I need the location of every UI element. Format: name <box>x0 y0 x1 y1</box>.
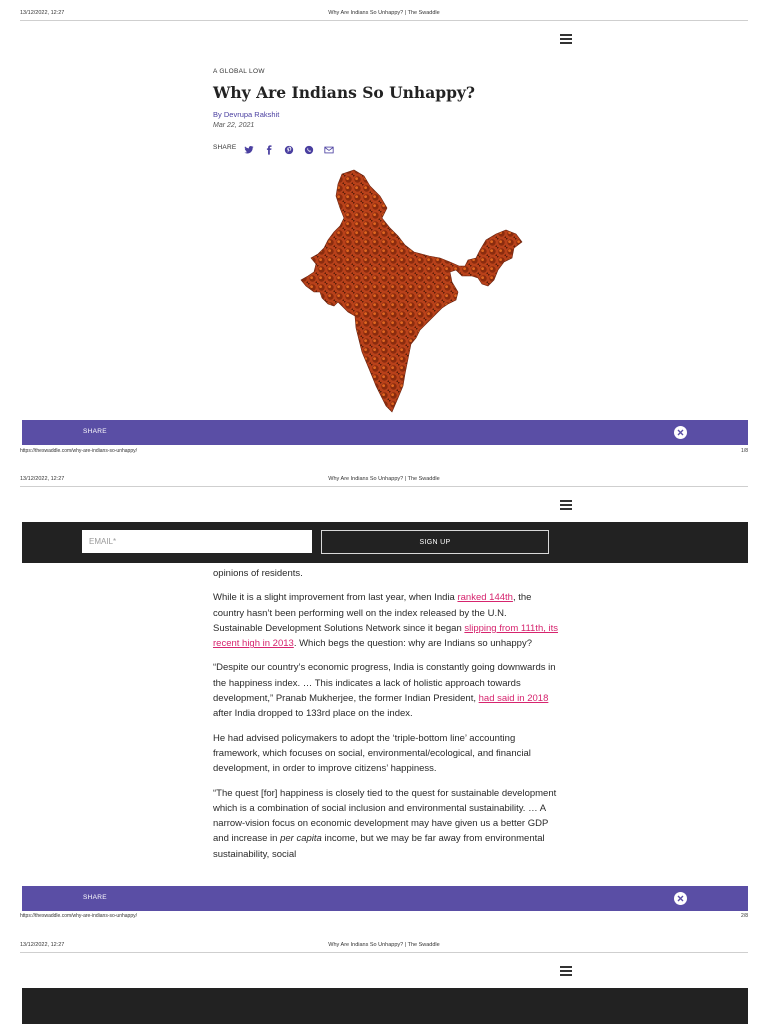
print-doc-title: Why Are Indians So Unhappy? | The Swaddle <box>328 476 440 482</box>
paragraph: opinions of residents. <box>213 568 303 579</box>
print-footer <box>0 913 768 923</box>
hero-map-image <box>290 166 530 418</box>
header-rule <box>20 952 748 953</box>
publish-date: Mar 22, 2021 <box>213 122 255 129</box>
twitter-icon[interactable] <box>244 142 254 152</box>
menu-icon[interactable] <box>560 966 572 976</box>
author-link[interactable]: Devrupa Rakshit <box>223 110 280 119</box>
link-ranked-144th[interactable]: ranked 144th <box>457 592 513 604</box>
menu-icon[interactable] <box>560 34 572 44</box>
menu-icon[interactable] <box>560 500 572 510</box>
email-icon[interactable] <box>324 142 334 152</box>
share-bar-label[interactable]: SHARE <box>83 894 107 901</box>
article-kicker: A GLOBAL LOW <box>213 68 265 75</box>
link-had-said-in-2018[interactable]: had said in 2018 <box>478 693 549 705</box>
signup-button[interactable]: SIGN UP <box>321 530 549 554</box>
share-bar <box>22 420 748 445</box>
header-rule <box>20 486 748 487</box>
print-datetime: 13/12/2022, 12:27 <box>20 10 65 16</box>
pinterest-icon[interactable] <box>284 142 294 152</box>
facebook-icon[interactable] <box>264 142 274 152</box>
page-number: 1/8 <box>741 448 748 454</box>
whatsapp-icon[interactable] <box>304 142 314 152</box>
paragraph: While it is a slight improvement from last year, when India ranked 144th, the country hasn’t been performing well on the index released by the U.N. Sustainable Development Solutions Network since it began slipping from 111th, its recent high in 2013. Which begs the question: why are Indians so unhappy? <box>213 592 558 650</box>
share-bar-label[interactable]: SHARE <box>83 428 107 435</box>
print-doc-title: Why Are Indians So Unhappy? | The Swaddle <box>328 942 440 948</box>
byline <box>213 110 279 119</box>
paragraph: “The quest [for] happiness is closely tied to the quest for sustainable development which is a combination of social inclusion and environmental sustainability. … A narrow-vision focus on economic development may have given us a better GDP and increase in per capita income, but we may be far away from environmental sustainability, social <box>213 787 557 860</box>
paragraph: “Despite our country’s economic progress, India is constantly going downwards in the happiness index. … This indicates a lack of holistic approach towards development,” Pranab Mukherjee, the former Indian President, had said in 2018 after India dropped to 133rd place on the index. <box>213 662 556 720</box>
print-header <box>0 942 768 956</box>
page-number: 2/8 <box>741 913 748 919</box>
article-title: Why Are Indians So Unhappy? <box>213 83 476 102</box>
article-body <box>213 566 558 886</box>
share-bar <box>22 886 748 911</box>
paragraph: He had advised policymakers to adopt the ‘triple-bottom line’ accounting framework, which focuses on social, environmental/ecological, and financial development, in order to improve citizens’ happiness. <box>213 732 531 775</box>
print-doc-title: Why Are Indians So Unhappy? | The Swaddle <box>328 10 440 16</box>
email-input[interactable] <box>82 530 312 553</box>
share-row <box>213 141 344 153</box>
header-rule <box>20 20 748 21</box>
link-slipping-from-111th[interactable]: slipping from 111th, its recent high in 2013 <box>213 622 558 650</box>
print-url: https://theswaddle.com/why-are-indians-so-unhappy/ <box>20 913 138 919</box>
print-header <box>0 10 768 24</box>
close-icon[interactable] <box>674 426 687 439</box>
print-header <box>0 476 768 490</box>
print-datetime: 13/12/2022, 12:27 <box>20 476 65 482</box>
print-footer <box>0 448 768 458</box>
print-datetime: 13/12/2022, 12:27 <box>20 942 65 948</box>
newsletter-bar <box>22 522 748 563</box>
share-label: SHARE <box>213 143 237 151</box>
byline-prefix: By <box>213 110 222 119</box>
newsletter-bar <box>22 988 748 1024</box>
print-url: https://theswaddle.com/why-are-indians-so-unhappy/ <box>20 448 138 454</box>
close-icon[interactable] <box>674 892 687 905</box>
